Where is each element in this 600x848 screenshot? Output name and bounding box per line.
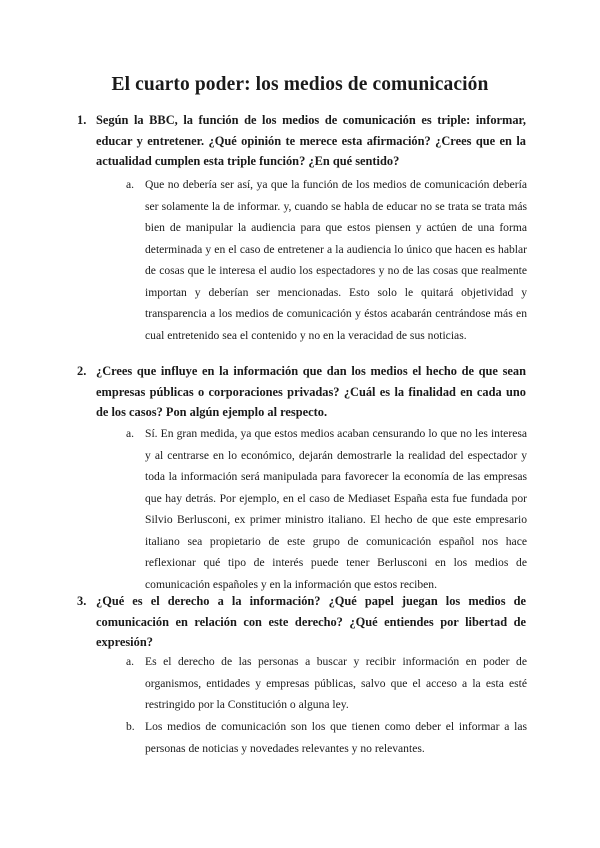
answer-1a: [126, 174, 527, 346]
answer-letter: a.: [126, 427, 135, 440]
answer-2a: [126, 423, 527, 595]
question-text: ¿Crees que influye en la información que dan los medios el hecho de que sean empresas públicas o corporaciones privadas? ¿Cuál es la finalidad en cada uno de los casos? Pon algún ejemplo al respecto.: [96, 364, 526, 419]
question-number: 1.: [77, 113, 87, 127]
answer-letter: a.: [126, 655, 135, 668]
question-number: 2.: [77, 364, 87, 378]
question-3: [77, 591, 526, 653]
question-number: 3.: [77, 594, 87, 608]
answer-letter: a.: [126, 178, 135, 191]
answer-text: Es el derecho de las personas a buscar y recibir información en poder de organismos, entidades y empresas públicas, salvo que el acceso a la esta esté restringido por la Constitución o alguna ley.: [145, 655, 527, 711]
answer-3b: [126, 716, 527, 759]
answer-3a: [126, 651, 527, 716]
question-2: [77, 361, 526, 423]
answer-letter: b.: [126, 720, 135, 733]
answer-text: Que no debería ser así, ya que la función de los medios de comunicación debería ser solamente la de informar. y, cuando se habla de educar no se trata se trata más bien de manipular la audiencia para que estos piensen y actúen de una forma determinada y en el caso de entretener a la audiencia lo único que hacen es hablar de cosas que le interesa el audio los espectadores y no de las cosas que realmente importan y deberían ser mencionadas. Esto solo le quitará objetividad y transparencia a los medios de comunicación y éstos acabarán centrándose más en cual entretenido sea el contenido y no en la veracidad de sus noticias.: [145, 178, 527, 342]
answer-text: Sí. En gran medida, ya que estos medios acaban censurando lo que no les interesa y al centrarse en lo económico, dejarán demostrarle la realidad del espectador y toda la información será manipulada para favorecer la economía de las empresas que hay detrás. Por ejemplo, en el caso de Mediaset España esta fue fundada por Silvio Berlusconi, ex primer ministro italiano. El hecho de que este empresario italiano sea propietario de este grupo de comunicación español nos hace reflexionar qué tipo de interés puede tener Berlusconi en los medios de comunicación españoles y en la información que estos reciben.: [145, 427, 527, 591]
document-title: El cuarto poder: los medios de comunicación: [111, 74, 489, 95]
answer-text: Los medios de comunicación son los que tienen como deber el informar a las personas de noticias y novedades relevantes y no relevantes.: [145, 720, 527, 755]
question-1: [77, 110, 526, 172]
question-text: Según la BBC, la función de los medios de comunicación es triple: informar, educar y entretener. ¿Qué opinión te merece esta afirmación? ¿Crees que en la actualidad cumplen esta triple función? ¿En qué sentido?: [96, 113, 526, 168]
question-text: ¿Qué es el derecho a la información? ¿Qué papel juegan los medios de comunicación en relación con este derecho? ¿Qué entiendes por libertad de expresión?: [96, 594, 526, 649]
